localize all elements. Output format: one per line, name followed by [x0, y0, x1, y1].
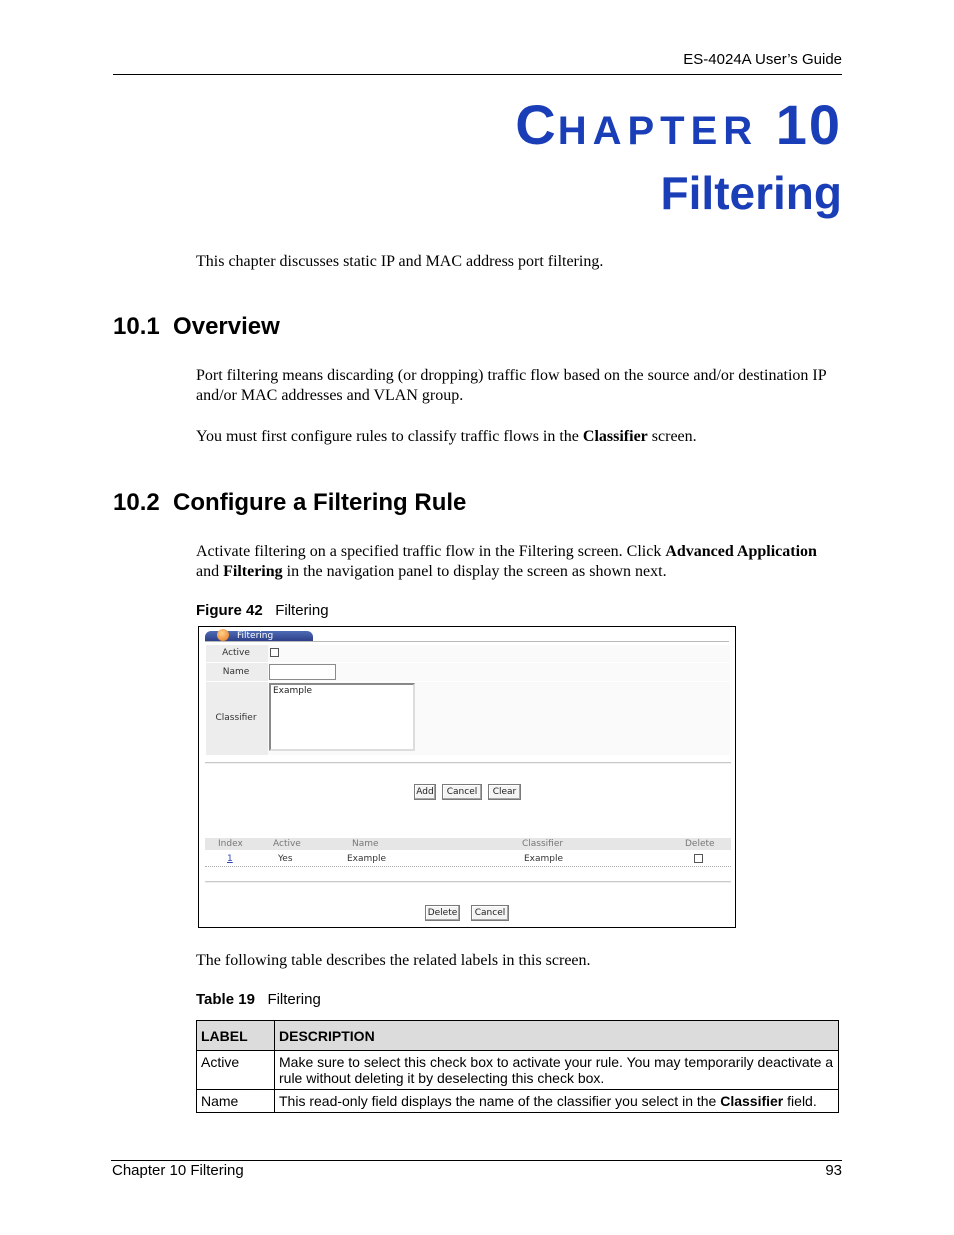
table-number: Table 19 — [196, 991, 255, 1008]
table-row — [197, 1051, 839, 1090]
configure-paragraph — [196, 542, 841, 582]
table-caption — [196, 991, 321, 1008]
screen-tab-bar — [205, 631, 729, 642]
name-value — [268, 663, 730, 681]
page-number: 93 — [825, 1162, 842, 1179]
name-row — [206, 663, 730, 682]
active-row — [206, 645, 730, 663]
clear-button[interactable]: Clear — [488, 784, 521, 800]
header-label: LABEL — [197, 1021, 275, 1051]
intro-paragraph: This chapter discusses static IP and MAC address port filtering. — [196, 253, 604, 270]
chapter-first-letter: C — [515, 93, 558, 156]
bold-filtering: Filtering — [223, 563, 283, 580]
name-label: Name — [222, 667, 250, 677]
add-button[interactable]: Add — [414, 784, 436, 800]
rule-index-link[interactable]: 1 — [227, 854, 233, 864]
overview-paragraph-2 — [196, 427, 841, 447]
col-name: Name — [352, 839, 379, 849]
chapter-number: 10 — [775, 93, 842, 156]
rule-name: Example — [347, 854, 387, 864]
chapter-word: HAPTER — [557, 109, 759, 153]
section-heading-overview: 10.1 Overview — [113, 313, 280, 340]
table-row — [205, 853, 731, 867]
figure-caption — [196, 602, 329, 619]
col-delete: Delete — [685, 839, 715, 849]
figure-caption-text: Filtering — [275, 602, 329, 619]
guide-title: ES-4024A User’s Guide — [683, 51, 842, 68]
active-label: Active — [222, 648, 250, 658]
text-run: You must first configure rules to classify traffic flows in the — [196, 428, 583, 445]
chapter-label — [515, 93, 842, 156]
classifier-row — [206, 682, 730, 756]
row-label: Name — [197, 1090, 275, 1113]
footer-rule — [111, 1160, 842, 1161]
active-checkbox[interactable] — [270, 648, 279, 657]
col-active: Active — [273, 839, 301, 849]
table-caption-text: Filtering — [267, 991, 321, 1008]
text-run: screen. — [647, 428, 697, 445]
chapter-title: Filtering — [660, 167, 842, 219]
table-row — [197, 1090, 839, 1113]
classifier-label: Classifier — [215, 713, 257, 723]
section-heading-configure: 10.2 Configure a Filtering Rule — [113, 489, 467, 516]
table-header-row — [197, 1021, 839, 1051]
text-run: in the navigation panel to display the screen as shown next. — [282, 563, 667, 580]
row-description — [275, 1090, 839, 1113]
text-run: This read-only field displays the name of the classifier you select in the — [279, 1093, 721, 1109]
cancel-button[interactable]: Cancel — [442, 784, 482, 800]
bold-classifier: Classifier — [582, 428, 648, 445]
rule-classifier: Example — [524, 854, 564, 864]
rules-table-header — [205, 838, 731, 850]
filtering-screenshot — [198, 626, 736, 928]
delete-button[interactable]: Delete — [425, 905, 460, 921]
col-index: Index — [218, 839, 243, 849]
bold-advanced-application: Advanced Application — [665, 543, 817, 560]
text-run: field. — [783, 1093, 817, 1109]
classifier-option[interactable]: Example — [273, 686, 313, 696]
rule-active: Yes — [278, 854, 293, 864]
table-intro-paragraph: The following table describes the related labels in this screen. — [196, 952, 591, 969]
classifier-value — [268, 682, 730, 755]
tab-label: Filtering — [237, 631, 274, 641]
col-classifier: Classifier — [522, 839, 564, 849]
footer-chapter: Chapter 10 Filtering — [112, 1162, 244, 1179]
divider — [205, 762, 731, 764]
header-description: DESCRIPTION — [275, 1021, 839, 1051]
classifier-listbox[interactable] — [269, 683, 415, 751]
delete-checkbox[interactable] — [694, 854, 703, 863]
active-value — [268, 645, 730, 662]
name-input[interactable] — [269, 664, 336, 680]
figure-number: Figure 42 — [196, 602, 263, 619]
labels-table — [196, 1020, 839, 1113]
cancel-button-2[interactable]: Cancel — [471, 905, 509, 921]
text-run: Activate filtering on a specified traffic flow in the Filtering screen. Click — [196, 543, 666, 560]
text-run: and — [196, 563, 224, 580]
filtering-tab[interactable] — [205, 631, 313, 641]
row-label: Active — [197, 1051, 275, 1090]
overview-paragraph-1: Port filtering means discarding (or dropping) traffic flow based on the source and/or destination IP and/or MAC addresses and VLAN group. — [196, 367, 827, 404]
row-description: Make sure to select this check box to activate your rule. You may temporarily deactivate a rule without deleting it by deselecting this check box. — [275, 1051, 839, 1090]
bold-classifier: Classifier — [720, 1093, 784, 1109]
header-rule — [113, 74, 842, 75]
orange-dot-icon — [217, 629, 229, 641]
divider — [205, 881, 731, 883]
